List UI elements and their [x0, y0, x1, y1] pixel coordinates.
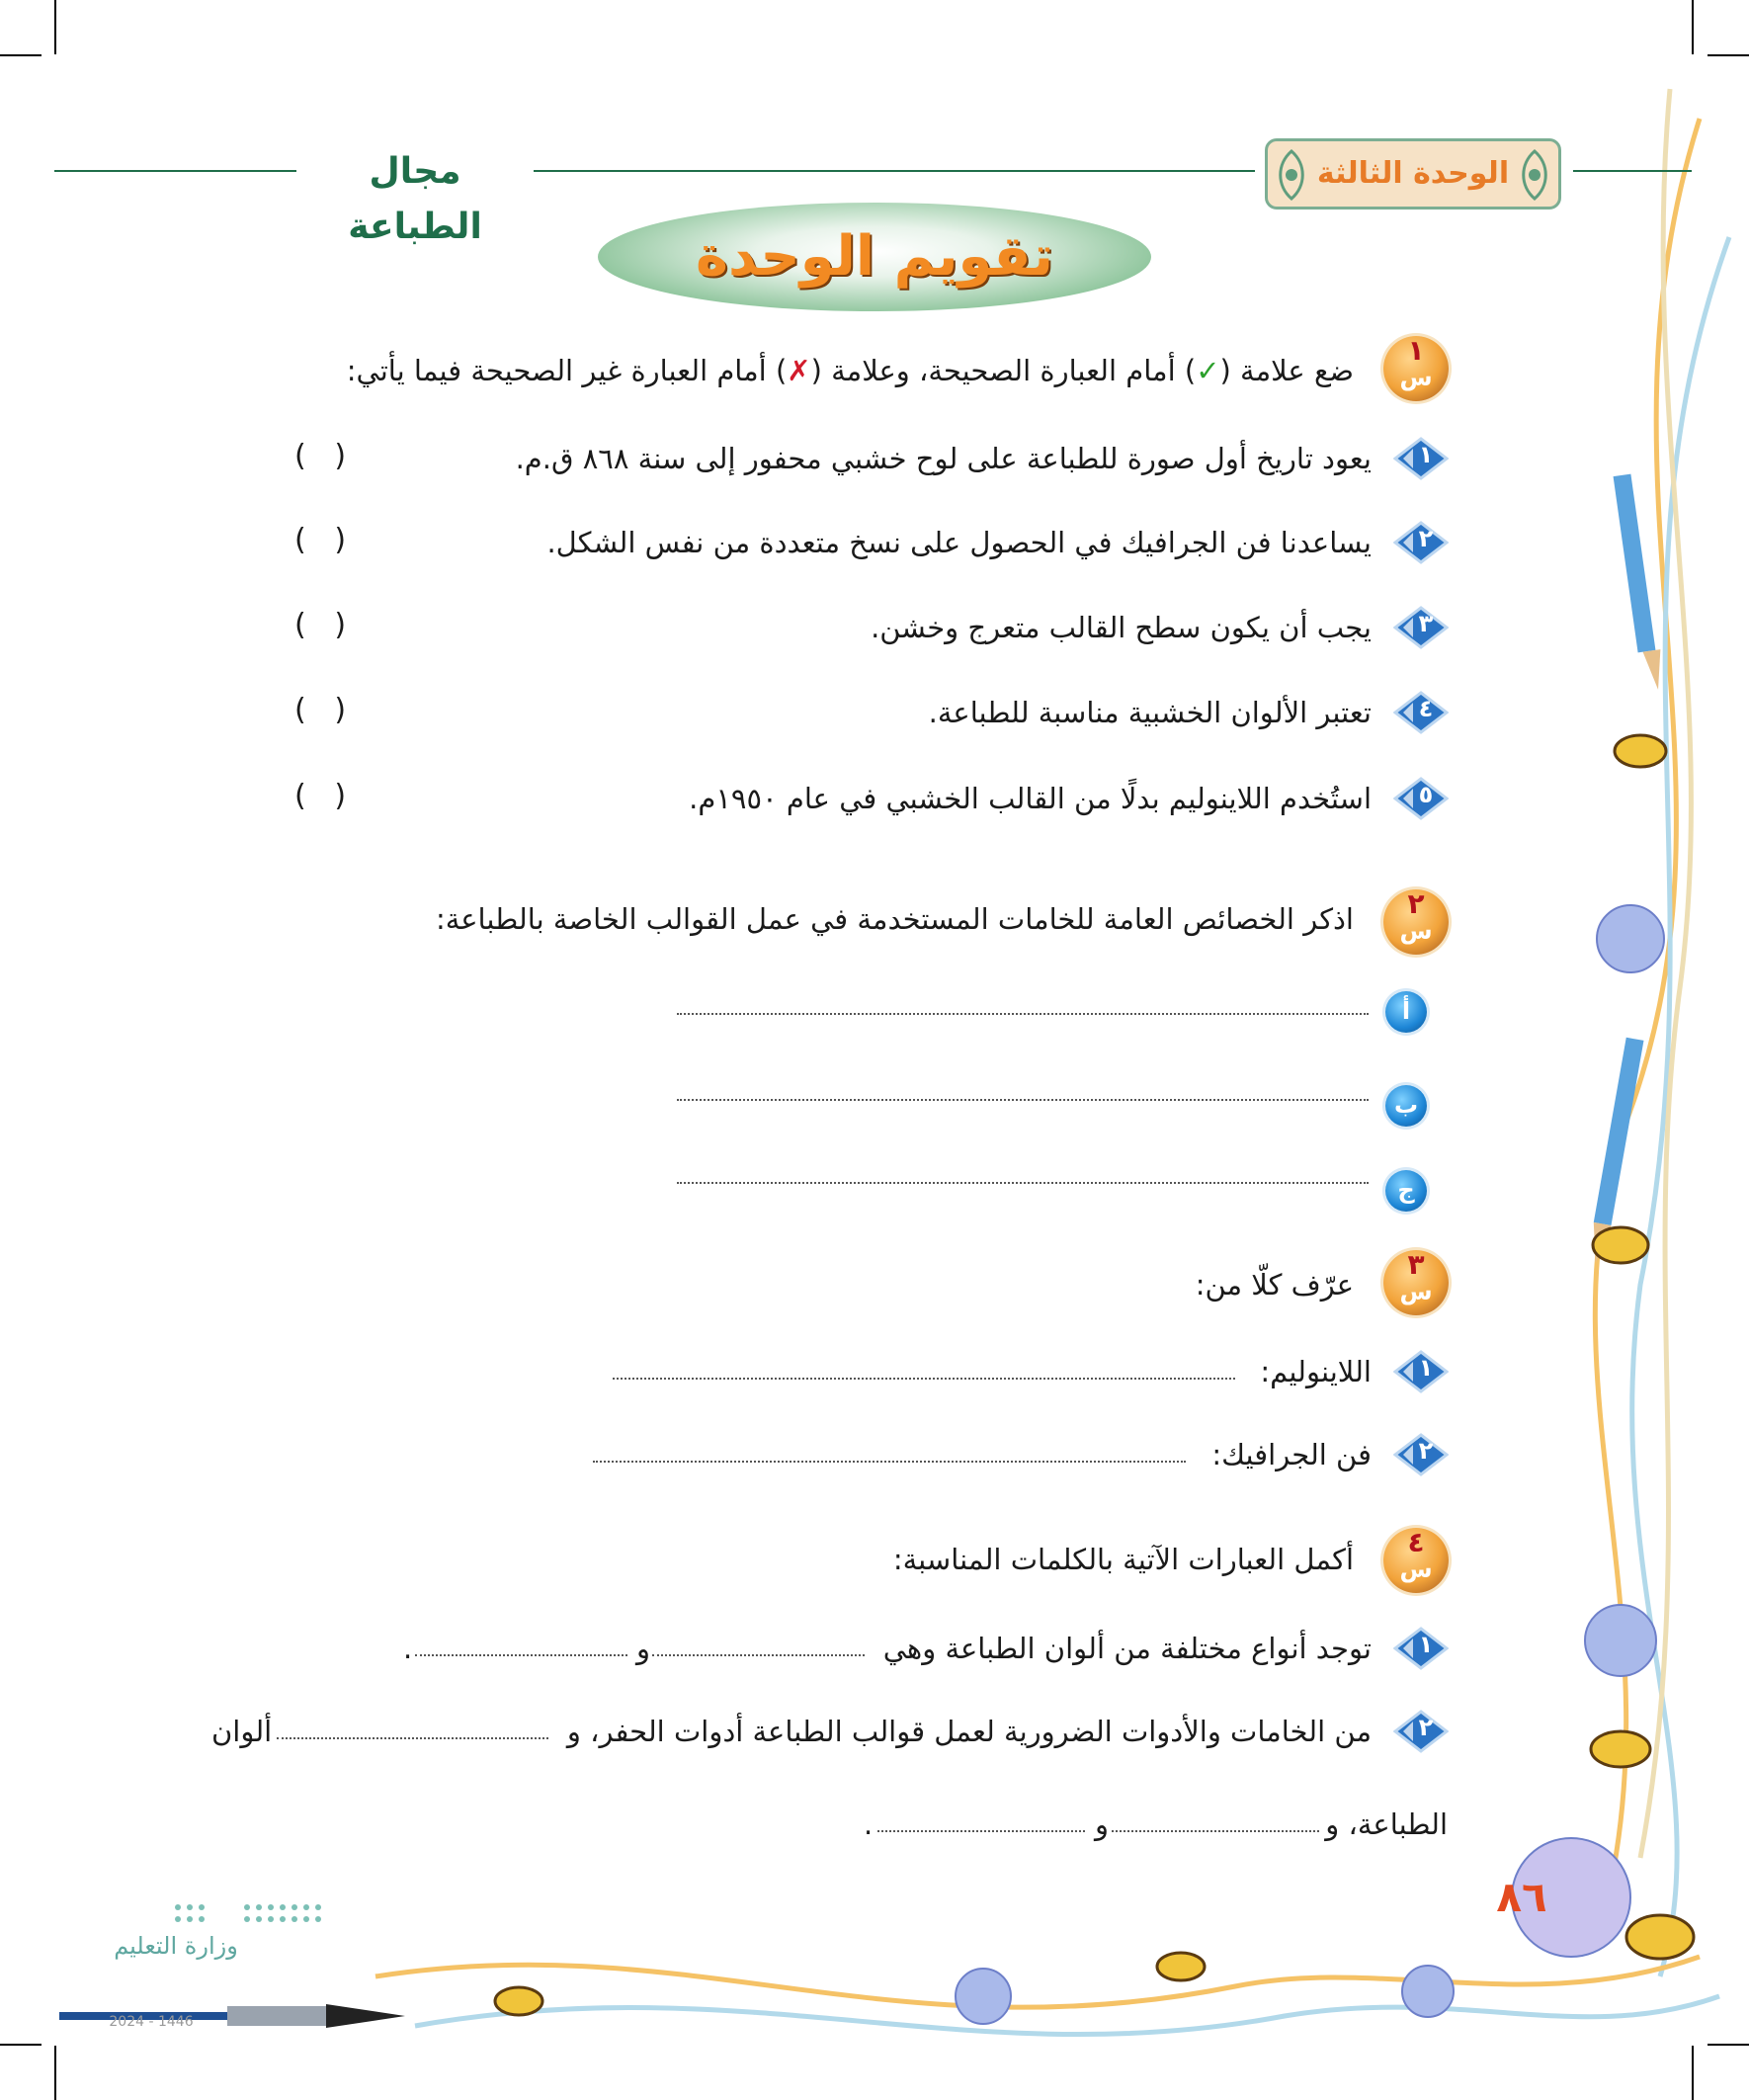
ministry-name: وزارة التعليم: [114, 1932, 238, 1960]
q4-item-1-text: توجد أنواع مختلفة من ألوان الطباعة وهي: [882, 1632, 1372, 1665]
answer-line[interactable]: [677, 1182, 1369, 1184]
answer-blank[interactable]: ( ): [294, 779, 347, 813]
header-line-right: [1573, 170, 1692, 172]
answer-line[interactable]: [652, 1654, 865, 1656]
answer-line[interactable]: [1112, 1830, 1319, 1832]
question-badge-4: ٤ س: [1383, 1528, 1449, 1593]
q4-item-1-end: .: [403, 1632, 413, 1665]
question-badge-1: ١ س: [1383, 336, 1449, 401]
q1-item-text: يجب أن يكون سطح القالب متعرج وخشن.: [871, 611, 1372, 644]
number-diamond-icon: ٤: [1393, 691, 1449, 734]
number-diamond-icon: ٢: [1393, 1433, 1449, 1476]
edition-year: 2024 - 1446: [109, 2014, 194, 2030]
number-diamond-icon: ٢: [1393, 521, 1449, 564]
answer-blank[interactable]: ( ): [294, 693, 347, 727]
answer-line[interactable]: [677, 1013, 1369, 1015]
answer-line[interactable]: [613, 1378, 1235, 1380]
letter-badge-a: أ: [1385, 991, 1427, 1033]
field-title: مجال الطباعة: [348, 151, 482, 247]
answer-blank[interactable]: ( ): [294, 439, 347, 473]
q4-item-2-line2-and: و: [1095, 1807, 1110, 1841]
q1-item-text: استُخدم اللاينوليم بدلًا من القالب الخشبي في عام ١٩٥٠م.: [689, 782, 1372, 815]
number-diamond-icon: ٣: [1393, 606, 1449, 649]
pencil-icon: [1587, 474, 1666, 1265]
ornament-icon: [1272, 149, 1311, 201]
number-diamond-icon: ١: [1393, 437, 1449, 480]
answer-line[interactable]: [677, 1099, 1369, 1101]
q1-item-text: تعتبر الألوان الخشبية مناسبة للطباعة.: [928, 696, 1372, 729]
check-mark-icon: ✓: [1196, 354, 1220, 387]
number-diamond-icon: ١: [1393, 1350, 1449, 1393]
header-line-left: [54, 170, 296, 172]
unit-label: الوحدة الثالثة: [1316, 156, 1510, 191]
question-3-instruction: عرّف كلّا من:: [1195, 1268, 1354, 1302]
ministry-logo: [175, 1904, 321, 1922]
answer-blank[interactable]: ( ): [294, 523, 347, 557]
answer-blank[interactable]: ( ): [294, 608, 347, 642]
evaluation-title: تقويم الوحدة: [696, 224, 1053, 289]
q3-term: اللاينوليم:: [1260, 1355, 1372, 1388]
answer-line[interactable]: [593, 1461, 1186, 1463]
q3-term: فن الجرافيك:: [1211, 1438, 1372, 1471]
question-badge-3: ٣ س: [1383, 1250, 1449, 1315]
q4-item-2-text: من الخامات والأدوات الضرورية لعمل قوالب الطباعة أدوات الحفر، و: [566, 1715, 1372, 1748]
question-badge-2: ٢ س: [1383, 889, 1449, 955]
answer-line[interactable]: [277, 1737, 548, 1739]
q4-item-2-line2-end: .: [864, 1807, 874, 1841]
ornament-icon: [1515, 149, 1554, 201]
q4-item-2-line2: الطباعة، و: [1325, 1807, 1448, 1841]
letter-badge-c: ج: [1385, 1170, 1427, 1212]
q1-item-text: يساعدنا فن الجرافيك في الحصول على نسخ متعددة من نفس الشكل.: [546, 526, 1372, 559]
number-diamond-icon: ٢: [1393, 1710, 1449, 1753]
header-line-middle: [534, 170, 1255, 172]
answer-line[interactable]: [877, 1830, 1085, 1832]
answer-line[interactable]: [415, 1654, 627, 1656]
question-4-instruction: أكمل العبارات الآتية بالكلمات المناسبة:: [892, 1543, 1354, 1576]
question-1-instruction: ضع علامة (✓) أمام العبارة الصحيحة، وعلامة (✗) أمام العبارة غير الصحيحة فيما يأتي:: [346, 354, 1354, 387]
q4-item-1-and: و: [636, 1632, 651, 1665]
question-2-instruction: اذكر الخصائص العامة للخامات المستخدمة في عمل القوالب الخاصة بالطباعة:: [435, 902, 1354, 936]
evaluation-banner: [598, 203, 1151, 311]
cross-mark-icon: ✗: [787, 354, 811, 387]
q1-item-text: يعود تاريخ أول صورة للطباعة على لوح خشبي محفور إلى سنة ٨٦٨ ق.م.: [515, 442, 1372, 475]
page-number: ٨٦: [1496, 1873, 1547, 1921]
unit-badge: [1265, 138, 1561, 210]
q4-item-2-tail: ألوان: [211, 1715, 273, 1748]
number-diamond-icon: ١: [1393, 1627, 1449, 1670]
number-diamond-icon: ٥: [1393, 777, 1449, 820]
letter-badge-b: ب: [1385, 1085, 1427, 1127]
